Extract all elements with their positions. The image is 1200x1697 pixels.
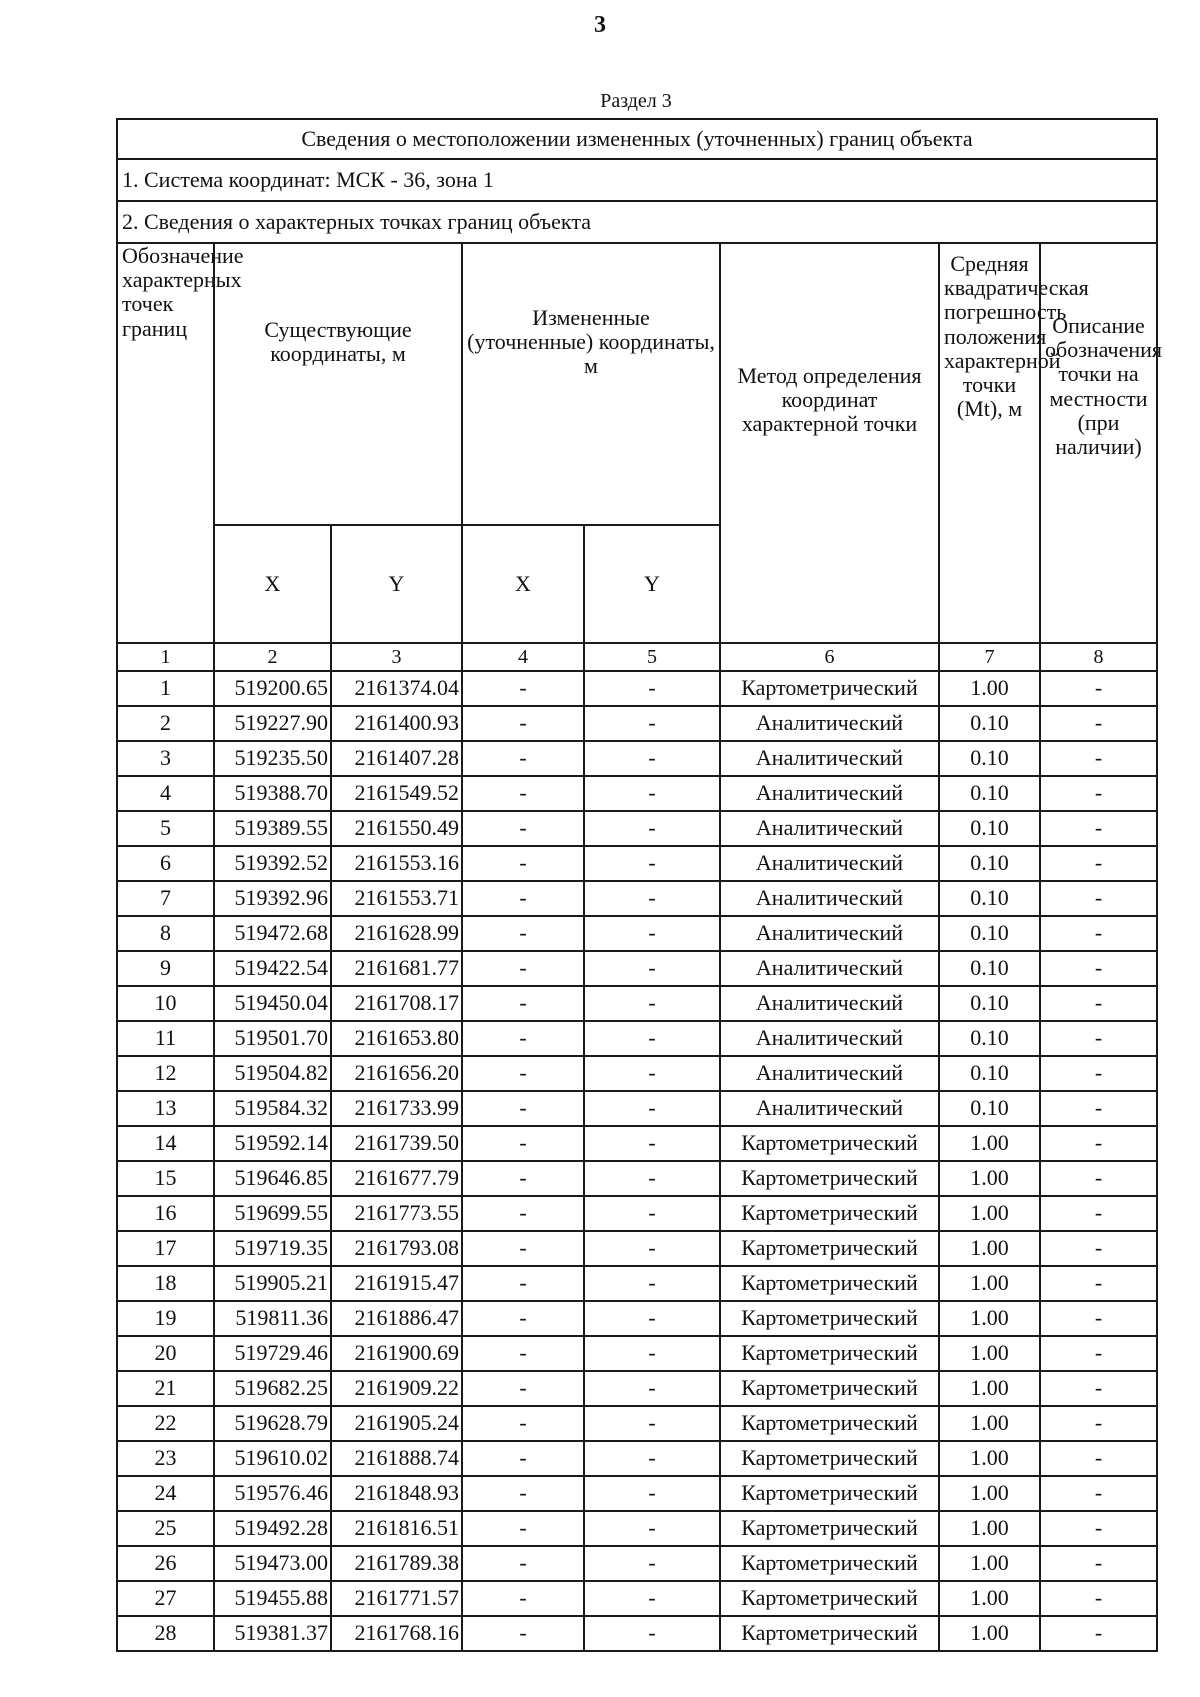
existing-x-cell: 519381.37 [214, 1616, 331, 1651]
existing-y-cell: 2161553.16 [331, 846, 462, 881]
method-cell: Аналитический [720, 1021, 939, 1056]
changed-y-cell: - [584, 951, 720, 986]
point-number-cell: 3 [117, 741, 214, 776]
table-row [117, 916, 1157, 951]
description-cell: - [1040, 1511, 1157, 1546]
existing-y-cell: 2161550.49 [331, 811, 462, 846]
error-cell: 0.10 [939, 1091, 1040, 1126]
table-row [117, 1616, 1157, 1651]
changed-x-cell: - [462, 1126, 584, 1161]
existing-y-cell: 2161677.79 [331, 1161, 462, 1196]
point-number-cell: 23 [117, 1441, 214, 1476]
changed-x-cell: - [462, 811, 584, 846]
point-number-cell: 19 [117, 1301, 214, 1336]
description-cell: - [1040, 951, 1157, 986]
changed-y-cell: - [584, 986, 720, 1021]
description-cell: - [1040, 1336, 1157, 1371]
description-cell: - [1040, 1616, 1157, 1651]
method-cell: Картометрический [720, 1371, 939, 1406]
boundary-points-table [116, 118, 1163, 1652]
changed-x-cell: - [462, 1511, 584, 1546]
error-cell: 1.00 [939, 1406, 1040, 1441]
description-cell: - [1040, 1581, 1157, 1616]
method-cell: Аналитический [720, 1091, 939, 1126]
method-cell: Картометрический [720, 1301, 939, 1336]
table-row [117, 1546, 1157, 1581]
header-existing-x: X [214, 525, 331, 643]
method-cell: Картометрический [720, 1616, 939, 1651]
changed-y-cell: - [584, 881, 720, 916]
method-cell: Аналитический [720, 986, 939, 1021]
existing-y-cell: 2161708.17 [331, 986, 462, 1021]
error-cell: 0.10 [939, 846, 1040, 881]
changed-x-cell: - [462, 671, 584, 706]
existing-x-cell: 519610.02 [214, 1441, 331, 1476]
method-cell: Картометрический [720, 671, 939, 706]
changed-y-cell: - [584, 1336, 720, 1371]
point-number-cell: 11 [117, 1021, 214, 1056]
point-number-cell: 8 [117, 916, 214, 951]
existing-x-cell: 519719.35 [214, 1231, 331, 1266]
method-cell: Картометрический [720, 1441, 939, 1476]
changed-y-cell: - [584, 811, 720, 846]
column-number: 8 [1040, 643, 1157, 671]
changed-y-cell: - [584, 1021, 720, 1056]
header-designation: Обозначение характерных точек границ [117, 243, 214, 643]
existing-x-cell: 519646.85 [214, 1161, 331, 1196]
existing-y-cell: 2161549.52 [331, 776, 462, 811]
column-number: 2 [214, 643, 331, 671]
point-number-cell: 27 [117, 1581, 214, 1616]
method-cell: Картометрический [720, 1266, 939, 1301]
existing-x-cell: 519628.79 [214, 1406, 331, 1441]
method-cell: Картометрический [720, 1161, 939, 1196]
method-cell: Картометрический [720, 1406, 939, 1441]
table-row [117, 1056, 1157, 1091]
changed-x-cell: - [462, 1091, 584, 1126]
error-cell: 0.10 [939, 986, 1040, 1021]
changed-x-cell: - [462, 881, 584, 916]
existing-x-cell: 519389.55 [214, 811, 331, 846]
table-row [117, 1231, 1157, 1266]
column-number: 3 [331, 643, 462, 671]
method-cell: Картометрический [720, 1476, 939, 1511]
error-cell: 1.00 [939, 1581, 1040, 1616]
error-cell: 0.10 [939, 811, 1040, 846]
changed-x-cell: - [462, 916, 584, 951]
changed-y-cell: - [584, 1161, 720, 1196]
method-cell: Картометрический [720, 1581, 939, 1616]
changed-y-cell: - [584, 1056, 720, 1091]
description-cell: - [1040, 1546, 1157, 1581]
table-row [117, 1021, 1157, 1056]
existing-y-cell: 2161374.04 [331, 671, 462, 706]
header-existing-coords: Существующие координаты, м [214, 243, 462, 525]
existing-y-cell: 2161816.51 [331, 1511, 462, 1546]
table-row [117, 1371, 1157, 1406]
existing-x-cell: 519472.68 [214, 916, 331, 951]
point-number-cell: 1 [117, 671, 214, 706]
changed-y-cell: - [584, 1371, 720, 1406]
header-description: Описание обозначения точки на местности (при наличии) [1040, 243, 1157, 643]
method-cell: Аналитический [720, 1056, 939, 1091]
existing-x-cell: 519422.54 [214, 951, 331, 986]
existing-y-cell: 2161681.77 [331, 951, 462, 986]
header-changed-x: X [462, 525, 584, 643]
table-row [117, 1266, 1157, 1301]
existing-x-cell: 519450.04 [214, 986, 331, 1021]
point-number-cell: 4 [117, 776, 214, 811]
changed-y-cell: - [584, 1511, 720, 1546]
header-existing-y: Y [331, 525, 462, 643]
description-cell: - [1040, 776, 1157, 811]
error-cell: 0.10 [939, 1056, 1040, 1091]
changed-y-cell: - [584, 1581, 720, 1616]
table-row [117, 1336, 1157, 1371]
error-cell: 1.00 [939, 1371, 1040, 1406]
existing-y-cell: 2161656.20 [331, 1056, 462, 1091]
point-number-cell: 14 [117, 1126, 214, 1161]
existing-x-cell: 519592.14 [214, 1126, 331, 1161]
error-cell: 0.10 [939, 951, 1040, 986]
error-cell: 0.10 [939, 881, 1040, 916]
description-cell: - [1040, 1476, 1157, 1511]
header-changed-coords: Измененные (уточненные) координаты, м [462, 243, 720, 525]
table-row [117, 986, 1157, 1021]
table-row [117, 741, 1157, 776]
point-number-cell: 21 [117, 1371, 214, 1406]
changed-y-cell: - [584, 1546, 720, 1581]
points-section-header: 2. Сведения о характерных точках границ объекта [117, 201, 1157, 243]
table-row [117, 671, 1157, 706]
changed-y-cell: - [584, 846, 720, 881]
table-row [117, 1196, 1157, 1231]
existing-y-cell: 2161900.69 [331, 1336, 462, 1371]
existing-y-cell: 2161739.50 [331, 1126, 462, 1161]
point-number-cell: 16 [117, 1196, 214, 1231]
existing-x-cell: 519905.21 [214, 1266, 331, 1301]
description-cell: - [1040, 671, 1157, 706]
description-cell: - [1040, 916, 1157, 951]
error-cell: 1.00 [939, 1511, 1040, 1546]
point-number-cell: 2 [117, 706, 214, 741]
method-cell: Аналитический [720, 951, 939, 986]
point-number-cell: 12 [117, 1056, 214, 1091]
error-cell: 1.00 [939, 1336, 1040, 1371]
point-number-cell: 22 [117, 1406, 214, 1441]
description-cell: - [1040, 741, 1157, 776]
description-cell: - [1040, 1196, 1157, 1231]
point-number-cell: 9 [117, 951, 214, 986]
method-cell: Картометрический [720, 1336, 939, 1371]
method-cell: Аналитический [720, 811, 939, 846]
existing-y-cell: 2161848.93 [331, 1476, 462, 1511]
description-cell: - [1040, 1406, 1157, 1441]
column-number: 4 [462, 643, 584, 671]
changed-x-cell: - [462, 1196, 584, 1231]
existing-x-cell: 519473.00 [214, 1546, 331, 1581]
existing-y-cell: 2161886.47 [331, 1301, 462, 1336]
changed-y-cell: - [584, 1441, 720, 1476]
existing-y-cell: 2161407.28 [331, 741, 462, 776]
changed-y-cell: - [584, 1406, 720, 1441]
error-cell: 0.10 [939, 1021, 1040, 1056]
changed-x-cell: - [462, 1021, 584, 1056]
error-cell: 1.00 [939, 1441, 1040, 1476]
method-cell: Картометрический [720, 1546, 939, 1581]
changed-y-cell: - [584, 1476, 720, 1511]
point-number-cell: 6 [117, 846, 214, 881]
changed-y-cell: - [584, 1266, 720, 1301]
existing-x-cell: 519501.70 [214, 1021, 331, 1056]
table-row [117, 776, 1157, 811]
error-cell: 1.00 [939, 1231, 1040, 1266]
changed-x-cell: - [462, 776, 584, 811]
coordinate-system: 1. Система координат: МСК - 36, зона 1 [117, 159, 1157, 201]
changed-x-cell: - [462, 1301, 584, 1336]
method-cell: Аналитический [720, 881, 939, 916]
existing-x-cell: 519492.28 [214, 1511, 331, 1546]
changed-x-cell: - [462, 846, 584, 881]
existing-x-cell: 519584.32 [214, 1091, 331, 1126]
existing-y-cell: 2161888.74 [331, 1441, 462, 1476]
changed-y-cell: - [584, 1126, 720, 1161]
error-cell: 1.00 [939, 1301, 1040, 1336]
changed-x-cell: - [462, 706, 584, 741]
existing-y-cell: 2161905.24 [331, 1406, 462, 1441]
description-cell: - [1040, 706, 1157, 741]
table-row [117, 1406, 1157, 1441]
point-number-cell: 26 [117, 1546, 214, 1581]
changed-x-cell: - [462, 986, 584, 1021]
existing-x-cell: 519200.65 [214, 671, 331, 706]
existing-y-cell: 2161909.22 [331, 1371, 462, 1406]
table-row [117, 881, 1157, 916]
table-row [117, 811, 1157, 846]
point-number-cell: 10 [117, 986, 214, 1021]
existing-x-cell: 519699.55 [214, 1196, 331, 1231]
error-cell: 1.00 [939, 1196, 1040, 1231]
description-cell: - [1040, 1056, 1157, 1091]
point-number-cell: 25 [117, 1511, 214, 1546]
changed-y-cell: - [584, 1616, 720, 1651]
table-row [117, 1581, 1157, 1616]
existing-y-cell: 2161628.99 [331, 916, 462, 951]
point-number-cell: 15 [117, 1161, 214, 1196]
error-cell: 1.00 [939, 1126, 1040, 1161]
description-cell: - [1040, 811, 1157, 846]
error-cell: 0.10 [939, 776, 1040, 811]
point-number-cell: 18 [117, 1266, 214, 1301]
existing-x-cell: 519504.82 [214, 1056, 331, 1091]
existing-x-cell: 519235.50 [214, 741, 331, 776]
existing-y-cell: 2161773.55 [331, 1196, 462, 1231]
changed-x-cell: - [462, 1371, 584, 1406]
table-row [117, 1091, 1157, 1126]
column-number: 1 [117, 643, 214, 671]
error-cell: 0.10 [939, 706, 1040, 741]
header-method: Метод определения координат характерной точки [720, 243, 939, 643]
method-cell: Картометрический [720, 1126, 939, 1161]
table-row [117, 1476, 1157, 1511]
changed-y-cell: - [584, 1196, 720, 1231]
changed-y-cell: - [584, 671, 720, 706]
existing-x-cell: 519392.52 [214, 846, 331, 881]
table-row [117, 1126, 1157, 1161]
description-cell: - [1040, 1091, 1157, 1126]
column-number: 6 [720, 643, 939, 671]
table-row [117, 1161, 1157, 1196]
point-number-cell: 24 [117, 1476, 214, 1511]
existing-y-cell: 2161771.57 [331, 1581, 462, 1616]
description-cell: - [1040, 1231, 1157, 1266]
description-cell: - [1040, 1266, 1157, 1301]
existing-y-cell: 2161400.93 [331, 706, 462, 741]
point-number-cell: 13 [117, 1091, 214, 1126]
table-row [117, 1511, 1157, 1546]
table-row [117, 1441, 1157, 1476]
error-cell: 0.10 [939, 741, 1040, 776]
method-cell: Аналитический [720, 741, 939, 776]
table-row [117, 951, 1157, 986]
changed-x-cell: - [462, 1406, 584, 1441]
error-cell: 1.00 [939, 1161, 1040, 1196]
method-cell: Аналитический [720, 706, 939, 741]
point-number-cell: 20 [117, 1336, 214, 1371]
changed-x-cell: - [462, 741, 584, 776]
error-cell: 1.00 [939, 1266, 1040, 1301]
description-cell: - [1040, 1441, 1157, 1476]
table-row [117, 1301, 1157, 1336]
changed-y-cell: - [584, 776, 720, 811]
method-cell: Картометрический [720, 1196, 939, 1231]
changed-x-cell: - [462, 1441, 584, 1476]
error-cell: 1.00 [939, 671, 1040, 706]
changed-y-cell: - [584, 741, 720, 776]
error-cell: 1.00 [939, 1476, 1040, 1511]
description-cell: - [1040, 881, 1157, 916]
changed-x-cell: - [462, 1266, 584, 1301]
existing-x-cell: 519227.90 [214, 706, 331, 741]
changed-y-cell: - [584, 1301, 720, 1336]
description-cell: - [1040, 986, 1157, 1021]
changed-x-cell: - [462, 1546, 584, 1581]
existing-x-cell: 519392.96 [214, 881, 331, 916]
changed-x-cell: - [462, 951, 584, 986]
column-numbers-row [117, 643, 1157, 671]
existing-y-cell: 2161733.99 [331, 1091, 462, 1126]
description-cell: - [1040, 1161, 1157, 1196]
existing-x-cell: 519811.36 [214, 1301, 331, 1336]
method-cell: Аналитический [720, 916, 939, 951]
table-title: Сведения о местоположении измененных (уточненных) границ объекта [117, 119, 1157, 159]
changed-y-cell: - [584, 916, 720, 951]
section-label: Раздел 3 [600, 90, 672, 112]
point-number-cell: 5 [117, 811, 214, 846]
changed-x-cell: - [462, 1616, 584, 1651]
changed-x-cell: - [462, 1231, 584, 1266]
changed-x-cell: - [462, 1336, 584, 1371]
changed-x-cell: - [462, 1581, 584, 1616]
changed-y-cell: - [584, 706, 720, 741]
header-error: Средняя квадратическая погрешность положения характерной точки (Mt), м [939, 243, 1040, 643]
existing-x-cell: 519682.25 [214, 1371, 331, 1406]
page-number: 3 [594, 12, 606, 38]
description-cell: - [1040, 1301, 1157, 1336]
existing-y-cell: 2161793.08 [331, 1231, 462, 1266]
existing-y-cell: 2161789.38 [331, 1546, 462, 1581]
column-number: 5 [584, 643, 720, 671]
description-cell: - [1040, 1021, 1157, 1056]
existing-y-cell: 2161915.47 [331, 1266, 462, 1301]
existing-x-cell: 519388.70 [214, 776, 331, 811]
description-cell: - [1040, 1126, 1157, 1161]
table-row [117, 846, 1157, 881]
method-cell: Аналитический [720, 776, 939, 811]
error-cell: 0.10 [939, 916, 1040, 951]
description-cell: - [1040, 1371, 1157, 1406]
existing-x-cell: 519455.88 [214, 1581, 331, 1616]
point-number-cell: 17 [117, 1231, 214, 1266]
method-cell: Аналитический [720, 846, 939, 881]
method-cell: Картометрический [720, 1511, 939, 1546]
changed-x-cell: - [462, 1161, 584, 1196]
changed-y-cell: - [584, 1231, 720, 1266]
changed-y-cell: - [584, 1091, 720, 1126]
changed-x-cell: - [462, 1476, 584, 1511]
point-number-cell: 28 [117, 1616, 214, 1651]
table-row [117, 706, 1157, 741]
column-number: 7 [939, 643, 1040, 671]
header-changed-y: Y [584, 525, 720, 643]
method-cell: Картометрический [720, 1231, 939, 1266]
existing-x-cell: 519729.46 [214, 1336, 331, 1371]
existing-y-cell: 2161653.80 [331, 1021, 462, 1056]
existing-y-cell: 2161553.71 [331, 881, 462, 916]
error-cell: 1.00 [939, 1616, 1040, 1651]
changed-x-cell: - [462, 1056, 584, 1091]
error-cell: 1.00 [939, 1546, 1040, 1581]
description-cell: - [1040, 846, 1157, 881]
point-number-cell: 7 [117, 881, 214, 916]
existing-y-cell: 2161768.16 [331, 1616, 462, 1651]
existing-x-cell: 519576.46 [214, 1476, 331, 1511]
